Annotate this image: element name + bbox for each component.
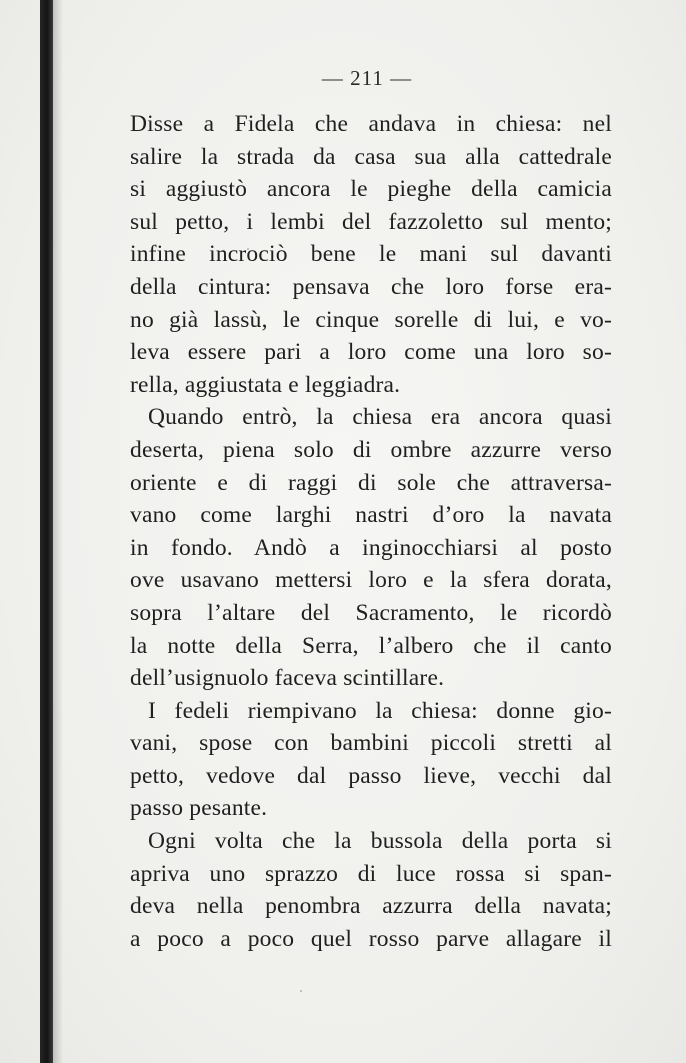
text-line: petto, vedove dal passo lieve, vecchi dal <box>130 762 612 789</box>
text-line: no già lassù, le cinque sorelle di lui, e vo- <box>130 306 612 333</box>
page-number: — 211 — <box>321 66 413 90</box>
text-line: apriva uno sprazzo di luce rossa si span- <box>130 860 612 887</box>
scan-speck <box>247 248 249 250</box>
text-line: vano come larghi nastri d’oro la navata <box>130 502 612 529</box>
text-line: infine incrociò bene le mani sul davanti <box>130 241 612 268</box>
text-line: a poco a poco quel rosso parve allagare il <box>130 925 612 952</box>
text-line: ove usavano mettersi loro e la sfera dorata, <box>130 567 612 594</box>
text-line: in fondo. Andò a inginocchiarsi al posto <box>130 534 612 561</box>
text-line: rella, aggiustata e leggiadra. <box>130 371 401 398</box>
text-line: deva nella penombra azzurra della navata; <box>130 893 612 920</box>
scan-speck <box>560 840 562 842</box>
text-line: vani, spose con bambini piccoli stretti al <box>130 730 612 757</box>
binding-shadow <box>53 0 63 1063</box>
body-text <box>130 108 612 955</box>
text-line: passo pesante. <box>130 795 268 822</box>
text-line: oriente e di raggi di sole che attraversa- <box>130 469 612 496</box>
text-line: Ogni volta che la bussola della porta si <box>148 828 612 855</box>
scan-speck <box>160 292 162 294</box>
text-line: si aggiustò ancora le pieghe della camicia <box>130 176 612 203</box>
text-line: Quando entrò, la chiesa era ancora quasi <box>148 404 612 431</box>
text-line: sul petto, i lembi del fazzoletto sul mento; <box>130 208 612 235</box>
text-line: salire la strada da casa sua alla cattedrale <box>130 143 612 170</box>
text-line: leva essere pari a loro come una loro so- <box>130 339 612 366</box>
scan-speck <box>300 990 302 992</box>
text-line: deserta, piena solo di ombre azzurre verso <box>130 436 612 463</box>
text-line: la notte della Serra, l’albero che il canto <box>130 632 612 659</box>
text-line: dell’usignuolo faceva scintillare. <box>130 665 445 692</box>
text-line: della cintura: pensava che loro forse era- <box>130 273 612 300</box>
text-line: Disse a Fidela che andava in chiesa: nel <box>130 111 612 137</box>
binding-edge <box>40 0 53 1063</box>
text-line: sopra l’altare del Sacramento, le ricordò <box>130 599 612 626</box>
text-line: I fedeli riempivano la chiesa: donne gio- <box>148 697 612 724</box>
